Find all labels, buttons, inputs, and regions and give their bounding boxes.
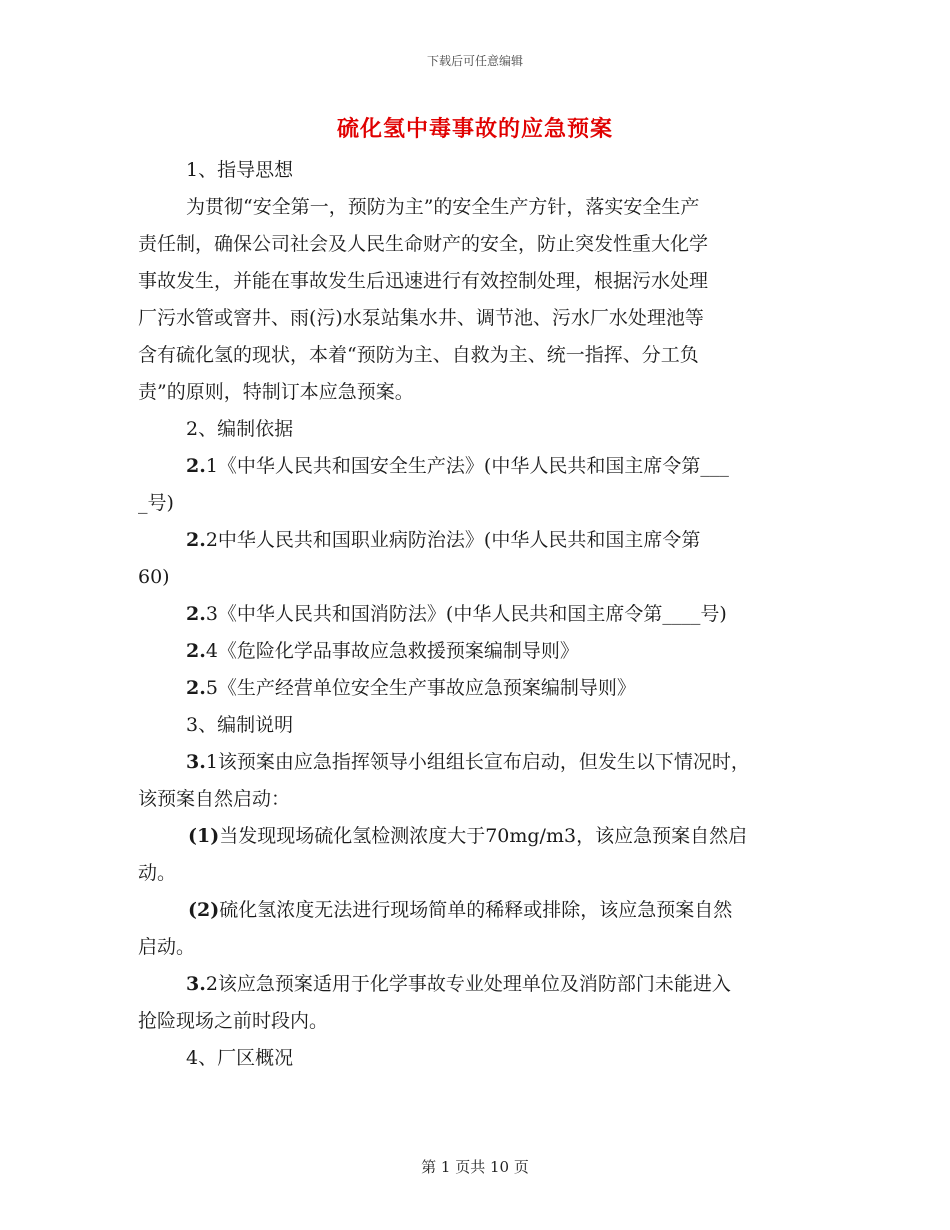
paragraph-line: [138, 929, 833, 966]
line-text: 4《危险化学品事故应急救援预案编制导则》: [205, 640, 579, 662]
line-text: 1该预案由应急指挥领导小组组长宣布启动，但发生以下情况时，: [205, 751, 750, 773]
line-text: 事故发生，并能在事故发生后迅速进行有效控制处理，根据污水处理: [138, 270, 709, 292]
paragraph-line: [138, 226, 833, 263]
paragraph-line: [138, 633, 833, 670]
paragraph-line: [138, 818, 833, 855]
paragraph-line: [138, 485, 833, 522]
section-number: 2.: [186, 455, 206, 477]
section-number: 3.: [186, 751, 206, 773]
line-text: 责任制，确保公司社会及人民生命财产的安全，防止突发性重大化学: [138, 233, 709, 255]
line-text: 3、编制说明: [186, 714, 294, 736]
document-body: [138, 152, 833, 1077]
line-text: 2中华人民共和国职业病防治法》(中华人民共和国主席令第: [205, 529, 701, 551]
section-number: (1): [188, 825, 220, 847]
line-text: 抢险现场之前时段内。: [138, 1010, 329, 1032]
paragraph-line: [138, 522, 833, 559]
paragraph-line: [138, 337, 833, 374]
line-text: 启动。: [138, 936, 196, 958]
section-number: 3.: [186, 973, 206, 995]
line-text: 为贯彻“安全第一，预防为主”的安全生产方针，落实安全生产: [186, 196, 700, 218]
page-header: 下载后可任意编辑: [426, 54, 523, 68]
paragraph-line: [138, 966, 833, 1003]
section-number: 2.: [186, 603, 206, 625]
paragraph-line: [138, 781, 833, 818]
line-text: 厂污水管或窨井、雨(污)水泵站集水井、调节池、污水厂水处理池等: [138, 307, 704, 329]
page-footer: 第 1 页共 10 页: [421, 1158, 529, 1176]
paragraph-line: [138, 707, 833, 744]
line-text: 责”的原则，特制订本应急预案。: [138, 381, 414, 403]
paragraph-line: [138, 744, 833, 781]
paragraph-line: [138, 892, 833, 929]
line-text: 2该应急预案适用于化学事故专业处理单位及消防部门未能进入: [205, 973, 731, 995]
paragraph-line: [138, 1040, 833, 1077]
paragraph-line: [138, 448, 833, 485]
line-text: 5《生产经营单位安全生产事故应急预案编制导则》: [205, 677, 636, 699]
paragraph-line: [138, 263, 833, 300]
paragraph-line: [138, 559, 833, 596]
paragraph-line: [138, 300, 833, 337]
line-text: 1《中华人民共和国安全生产法》(中华人民共和国主席令第___: [205, 455, 729, 477]
paragraph-line: [138, 374, 833, 411]
document-title: 硫化氢中毒事故的应急预案: [336, 116, 613, 142]
paragraph-line: [138, 670, 833, 707]
section-number: 2.: [186, 677, 206, 699]
paragraph-line: [138, 411, 833, 448]
line-text: 4、厂区概况: [186, 1047, 294, 1069]
line-text: 含有硫化氢的现状，本着“预防为主、自救为主、统一指挥、分工负: [138, 344, 699, 366]
line-text: 当发现现场硫化氢检测浓度大于70mg/m3，该应急预案自然启: [219, 825, 748, 847]
line-text: 3《中华人民共和国消防法》(中华人民共和国主席令第____号): [205, 603, 727, 625]
paragraph-line: [138, 189, 833, 226]
line-text: 60): [138, 566, 170, 588]
line-text: 该预案自然启动：: [138, 788, 291, 810]
line-text: 1、指导思想: [186, 159, 294, 181]
line-text: 2、编制依据: [186, 418, 294, 440]
paragraph-line: [138, 855, 833, 892]
paragraph-line: [138, 1003, 833, 1040]
section-number: 2.: [186, 529, 206, 551]
line-text: 动。: [138, 862, 177, 884]
line-text: _号): [138, 492, 174, 514]
section-number: 2.: [186, 640, 206, 662]
line-text: 硫化氢浓度无法进行现场简单的稀释或排除，该应急预案自然: [219, 899, 733, 921]
section-number: (2): [188, 899, 220, 921]
paragraph-line: [138, 596, 833, 633]
paragraph-line: [138, 152, 833, 189]
